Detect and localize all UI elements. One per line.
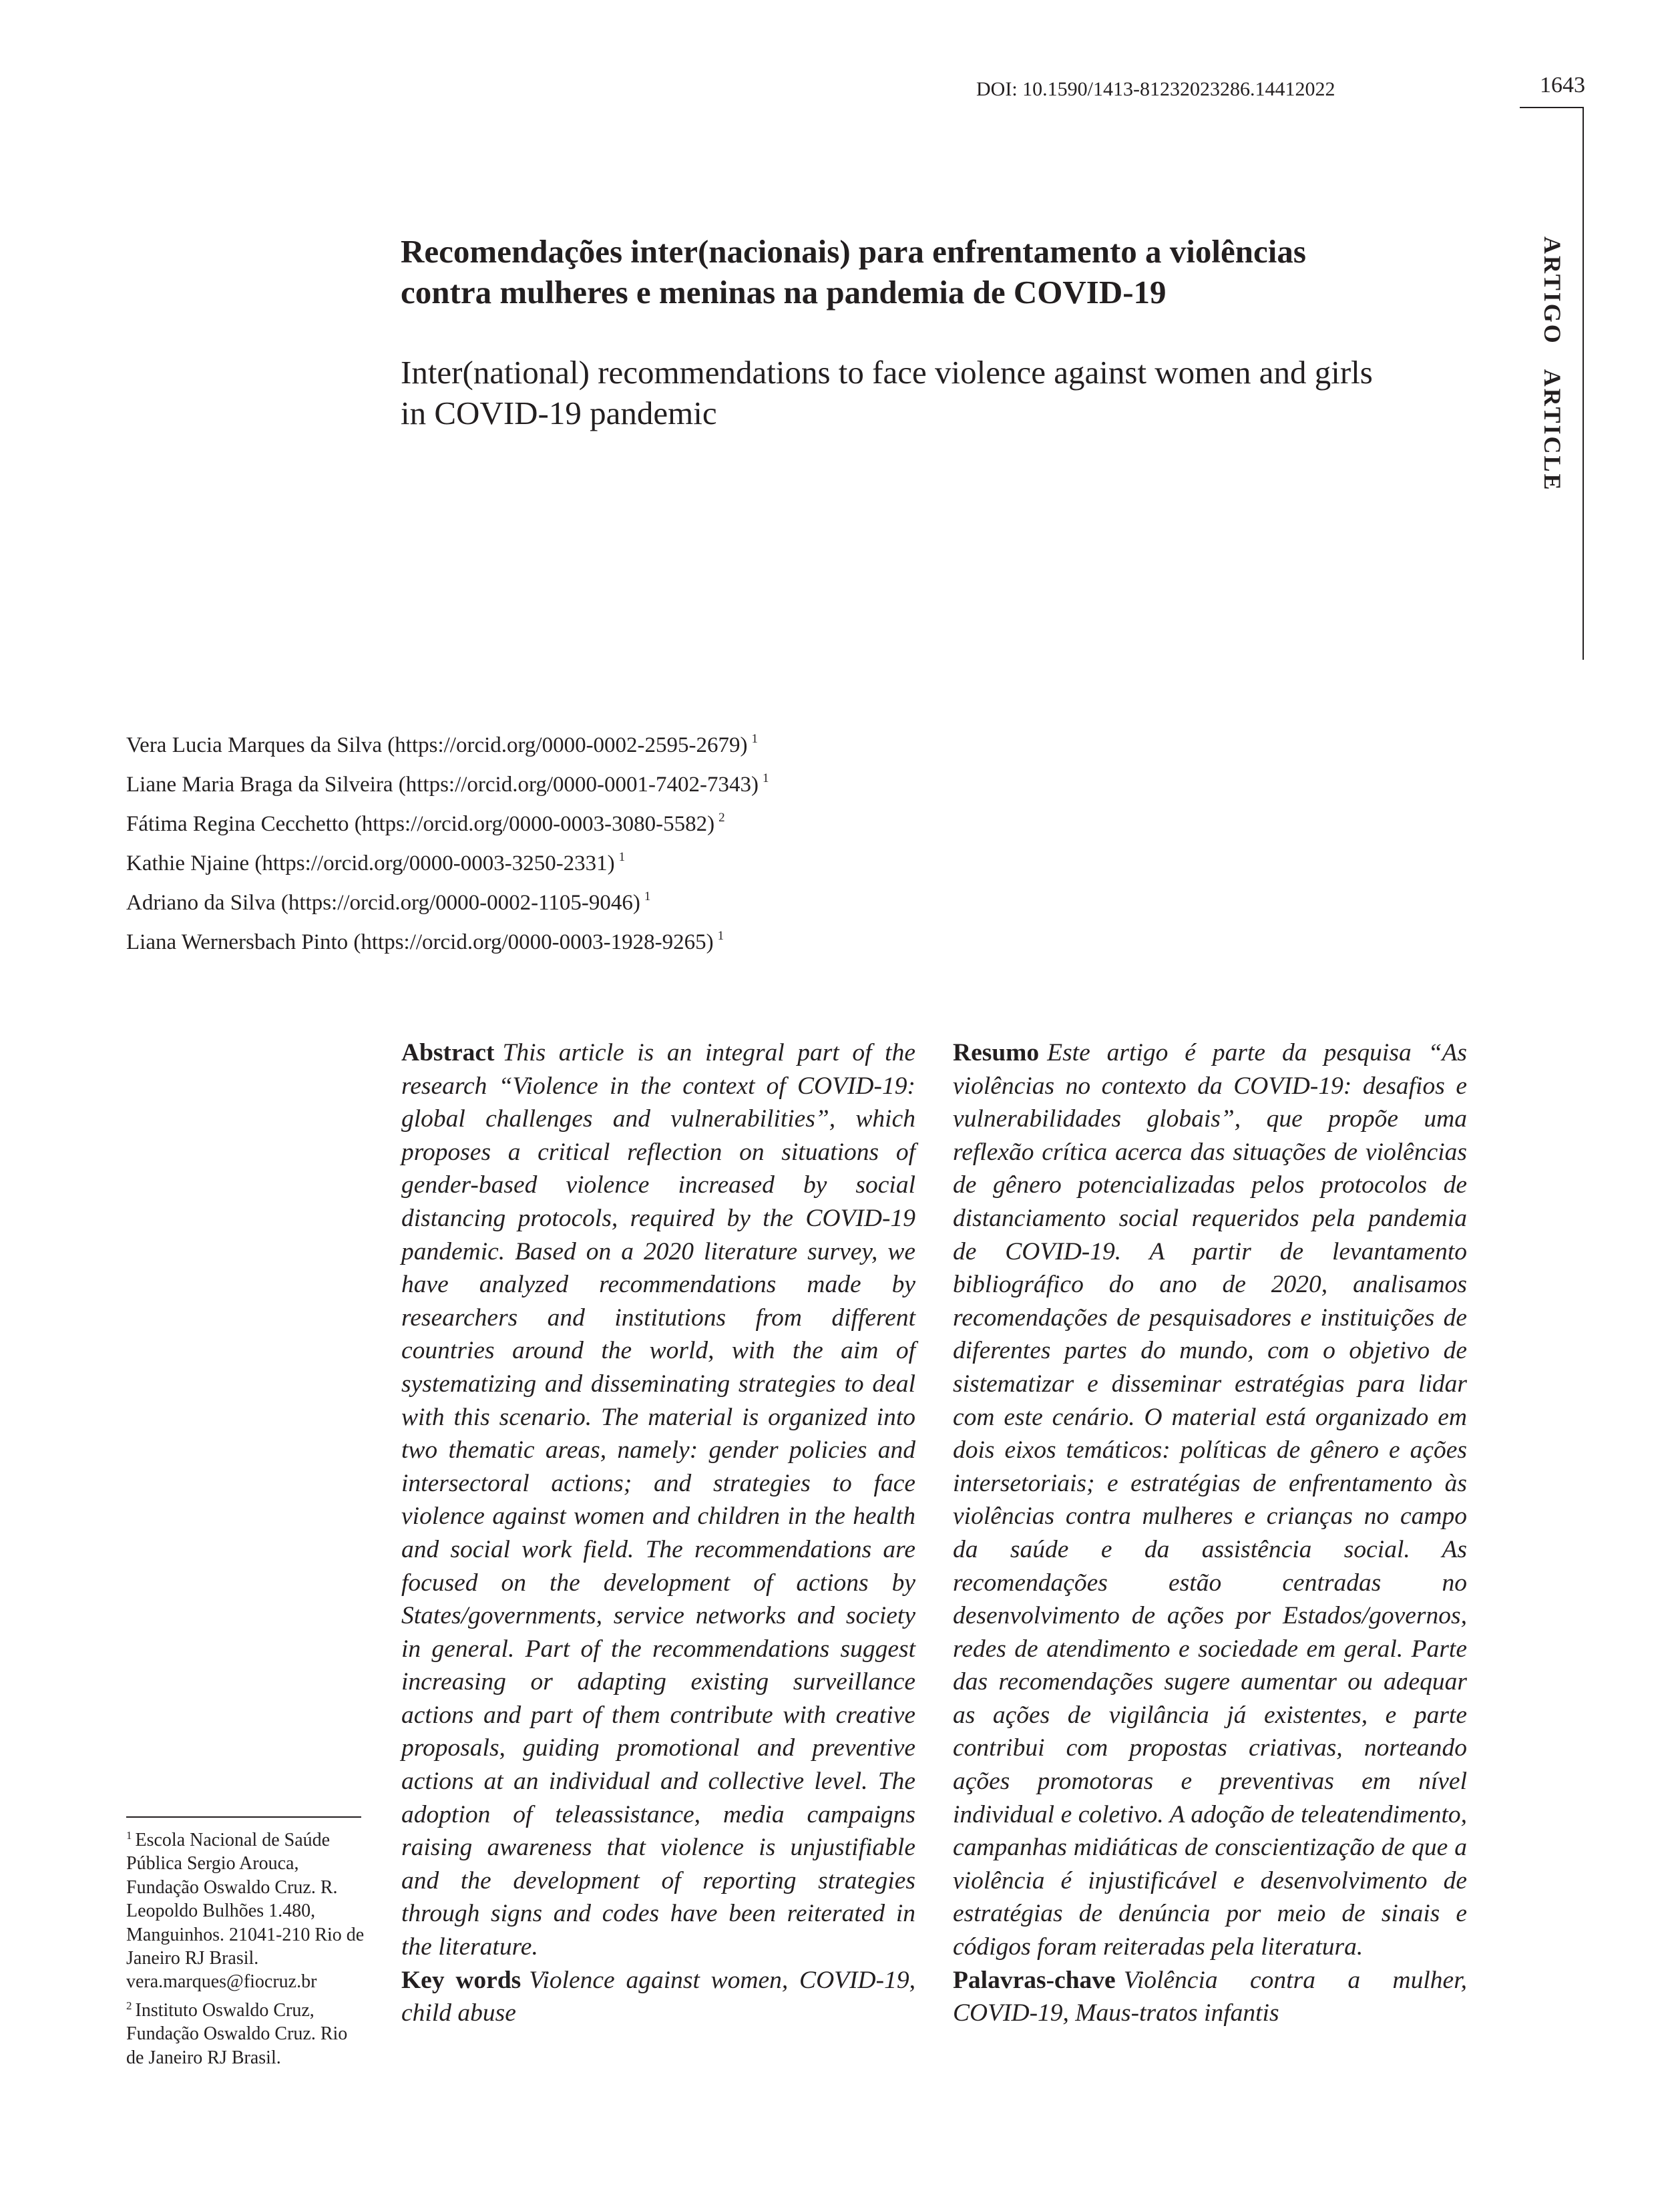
title-portuguese: Recomendações inter(nacionais) para enfrentamento a violências contra mulheres e meninas na pandemia de COVID-19 [401,233,1306,311]
abstract-english-body [401,1036,915,1964]
author-item [126,801,769,841]
author-name: Liana Wernersbach Pinto (https://orcid.org/0000-0003-1928-9265) [126,930,714,954]
affiliation-item [126,1824,367,1994]
affiliation-number: 2 [126,1999,132,2012]
abstract-text: This article is an integral part of the research “Violence in the context of COVID-19: global challenges and vulnerabilities”, which proposes a critical reflection on situations of gender-based violence increased by social distancing protocols, required by the COVID-19 pandemic. Based on a 2020 literature survey, we have analyzed recommendations made by researchers and institutions from different countries around the world, with the aim of systematizing and disseminating strategies to deal with this scenario. The material is organized into two thematic areas, namely: gender policies and intersectoral actions; and strategies to face violence against women and children in the health and social work field. The recommendations are focused on the development of actions by States/governments, service networks and society in general. Part of the recommendations suggest increasing or adapting existing surveillance actions and part of them contribute with creative proposals, guiding promotional and preventive actions at an individual and collective level. The adoption of teleassistance, media campaigns raising awareness that violence is unjustifiable and the development of reporting strategies through signs and codes have been reiterated in the literature. [401,1039,915,1961]
title-english: Inter(national) recommendations to face violence against women and girls in COVID-19 pandemic [401,354,1373,431]
keywords-portuguese [953,1964,1467,2030]
keywords-label: Key words [401,1966,521,1994]
author-affiliation-mark: 1 [717,929,724,943]
author-item [126,723,769,762]
section-label: ARTIGO ARTICLE [1539,236,1566,492]
keywords-text: Violence against women, COVID-19, child abuse [401,1966,915,2027]
page-number: 1643 [1540,73,1585,97]
affiliation-item [126,1994,367,2069]
abstract-portuguese [953,1036,1467,2030]
keywords-english [401,1964,915,2030]
abstract-portuguese-body [953,1036,1467,1964]
author-name: Adriano da Silva (https://orcid.org/0000-0002-1105-9046) [126,891,640,915]
affiliation-rule [126,1816,361,1818]
author-item [126,762,769,801]
palavras-chave-text: Violência contra a mulher, COVID-19, Maus-tratos infantis [953,1966,1467,2027]
doi-label: DOI: 10.1590/1413-81232023286.14412022 [976,78,1335,100]
palavras-chave-label: Palavras-chave [953,1966,1116,1994]
resumo-text: Este artigo é parte da pesquisa “As violências no contexto da COVID-19: desafios e vulnerabilidades globais”, que propõe uma reflexão crítica acerca das situações de violências de gênero potencializadas pelos protocolos de distanciamento social requeridos pela pandemia de COVID-19. A partir de levantamento bibliográfico do ano de 2020, analisamos recomendações de pesquisadores e instituições de diferentes partes do mundo, com o objetivo de sistematizar e disseminar estratégias para lidar com este cenário. O material está organizado em dois eixos temáticos: políticas de gênero e ações intersetoriais; e estratégias de enfrentamento às violências contra mulheres e crianças no campo da saúde e da assistência social. As recomendações estão centradas no desenvolvimento de ações por Estados/governos, redes de atendimento e sociedade em geral. Parte das recomendações sugere aumentar ou adequar as ações de vigilância já existentes, e parte contribui com propostas criativas, norteando ações promotoras e preventivas em nível individual e coletivo. A adoção de teleatendimento, campanhas midiáticas de conscientização de que a violência é injustificável e desenvolvimento de estratégias de denúncia por meio de sinais e códigos foram reiteradas pela literatura. [953,1039,1467,1961]
author-name: Kathie Njaine (https://orcid.org/0000-0003-3250-2331) [126,851,615,875]
author-affiliation-mark: 1 [763,771,769,785]
side-rule [1583,107,1584,660]
author-name: Fátima Regina Cecchetto (https://orcid.org/0000-0003-3080-5582) [126,812,715,836]
affiliation-text: Instituto Oswaldo Cruz, Fundação Oswaldo Cruz. Rio de Janeiro RJ Brasil. [126,1999,348,2068]
abstract-label: Abstract [401,1039,495,1066]
author-item [126,880,769,920]
author-item [126,841,769,880]
page-number-rule [1520,107,1584,108]
author-name: Vera Lucia Marques da Silva (https://orcid.org/0000-0002-2595-2679) [126,733,748,757]
author-list [126,723,769,959]
author-affiliation-mark: 1 [751,732,759,746]
author-name: Liane Maria Braga da Silveira (https://orcid.org/0000-0001-7402-7343) [126,773,759,797]
author-affiliation-mark: 2 [718,811,725,825]
affiliation-text: Escola Nacional de Saúde Pública Sergio Arouca, Fundação Oswaldo Cruz. R. Leopoldo Bulhões 1.480, Manguinhos. 21041-210 Rio de Janeiro RJ Brasil. vera.marques@fiocruz.br [126,1830,365,1993]
affiliations [126,1824,367,2069]
resumo-label: Resumo [953,1039,1040,1066]
affiliation-number: 1 [126,1829,132,1842]
author-affiliation-mark: 1 [618,850,626,864]
abstract-english [401,1036,915,2030]
author-affiliation-mark: 1 [644,889,651,904]
author-item [126,920,769,959]
